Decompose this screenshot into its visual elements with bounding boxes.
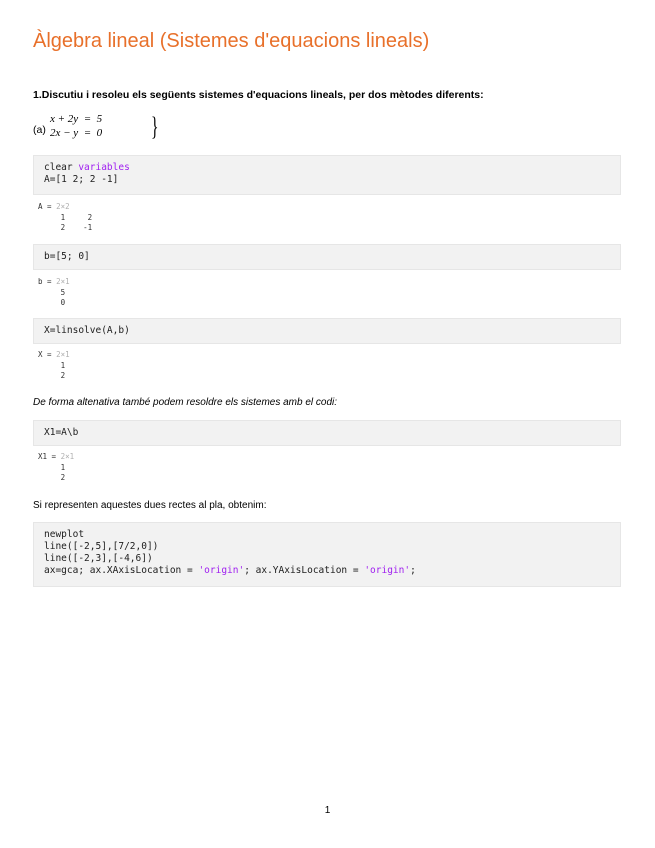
page-title: Àlgebra lineal (Sistemes d'equacions lineals) (33, 30, 430, 52)
output-row: 0 (38, 298, 66, 307)
code-line: ; ax.YAxisLocation = (244, 565, 365, 576)
code-string: 'origin' (364, 565, 411, 576)
code-line: newplot (44, 529, 85, 540)
code-line: b=[5; 0] (44, 251, 90, 262)
code-line: ; (410, 565, 416, 576)
output-block-2 (38, 277, 70, 309)
output-head: X = (38, 350, 57, 359)
equation-2: 2x − y = 0 (50, 127, 103, 139)
equation-system (33, 112, 159, 145)
output-row: 5 (38, 287, 66, 297)
code-string: 'origin' (198, 565, 245, 576)
output-dim: 2×1 (60, 452, 75, 461)
equation-1: x + 2y = 5 (50, 113, 103, 125)
right-brace-icon: } (151, 112, 159, 141)
output-row: 1 (38, 360, 66, 370)
system-label: (a) (33, 124, 46, 136)
code-line: X=linsolve(A,b) (44, 325, 130, 336)
output-head: X1 = (38, 452, 61, 461)
output-row: 1 2 (38, 212, 93, 222)
output-head: A = (38, 202, 57, 211)
code-block-2[interactable] (33, 244, 621, 270)
output-dim: 2×1 (56, 277, 70, 286)
code-keyword: variables (78, 162, 130, 173)
output-row: 1 (38, 462, 66, 472)
page-number: 1 (324, 805, 331, 816)
output-block-1 (38, 202, 92, 234)
code-block-3[interactable] (33, 318, 621, 344)
output-dim: 2×2 (56, 202, 70, 211)
output-dim: 2×1 (56, 350, 70, 359)
output-head: b = (38, 277, 57, 286)
output-row: 2 -1 (38, 223, 93, 232)
output-row: 2 (38, 371, 66, 380)
code-block-5[interactable] (33, 522, 621, 587)
code-line: A=[1 2; 2 -1] (44, 174, 119, 185)
output-row: 2 (38, 473, 66, 482)
code-line: clear (44, 162, 79, 173)
code-block-4[interactable] (33, 420, 621, 446)
paragraph-alternative: De forma altenativa també podem resoldre els sistemes amb el codi: (33, 397, 338, 408)
code-line: line([-2,5],[7/2,0]) (44, 541, 159, 552)
exercise-heading: 1.Discutiu i resoleu els següents sistemes d'equacions lineals, per dos mètodes diferents: (33, 89, 484, 101)
code-line: ax=gca; ax.XAxisLocation = (44, 565, 199, 576)
output-block-3 (38, 350, 70, 382)
code-block-1[interactable] (33, 155, 621, 195)
code-line: line([-2,3],[-4,6]) (44, 553, 153, 564)
code-line: X1=A\b (44, 427, 79, 438)
output-block-4 (38, 452, 74, 484)
paragraph-plot-intro: Si representen aquestes dues rectes al pla, obtenim: (33, 500, 267, 511)
